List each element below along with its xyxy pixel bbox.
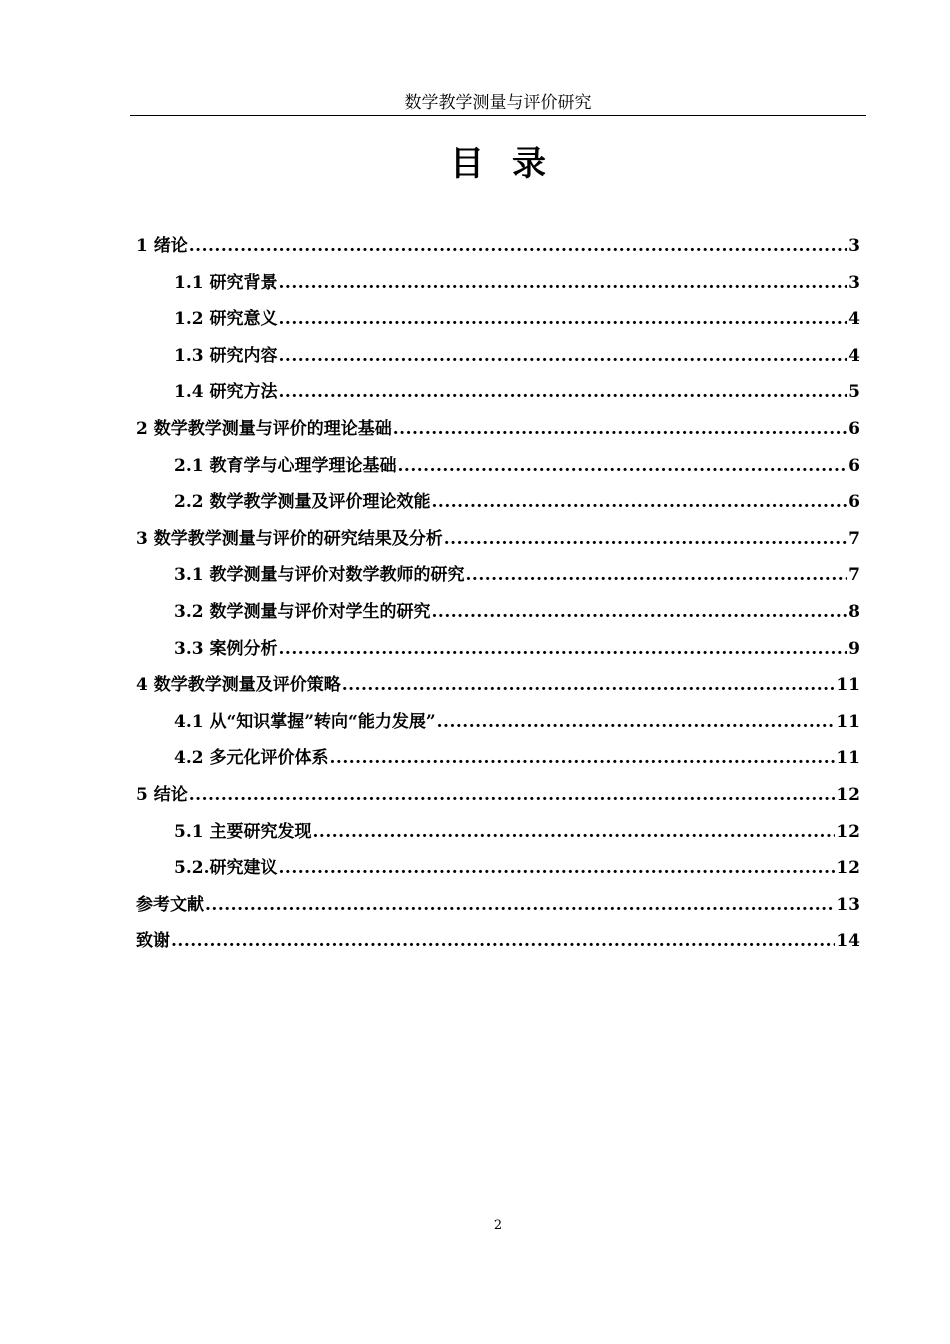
toc-leader-dots: [205, 887, 835, 924]
toc-entry[interactable]: [136, 448, 860, 485]
toc-entry[interactable]: [136, 557, 860, 594]
toc-entry-page: 3: [848, 236, 860, 256]
page-number: 2: [493, 1218, 503, 1233]
toc-entry-page: 13: [836, 894, 860, 915]
toc-list: [136, 228, 860, 960]
toc-entry[interactable]: [136, 228, 860, 265]
toc-leader-dots: [437, 704, 836, 741]
toc-entry-page: 12: [836, 858, 860, 879]
toc-entry[interactable]: [136, 411, 860, 448]
toc-entry[interactable]: [136, 704, 860, 741]
toc-entry-label: 5.2.研究建议: [174, 858, 278, 879]
toc-entry[interactable]: [136, 631, 860, 668]
toc-leader-dots: [432, 484, 848, 521]
toc-entry-label: 5 结论: [136, 784, 188, 805]
toc-entry[interactable]: [136, 850, 860, 887]
toc-leader-dots: [393, 411, 847, 448]
toc-entry-page: 12: [836, 784, 860, 805]
toc-leader-dots: [279, 631, 848, 668]
toc-entry-page: 4: [848, 309, 860, 330]
toc-leader-dots: [279, 850, 836, 887]
toc-entry[interactable]: [136, 887, 860, 924]
toc-entry-page: 8: [848, 601, 860, 622]
toc-leader-dots: [313, 814, 836, 851]
toc-leader-dots: [279, 265, 848, 302]
toc-leader-dots: [444, 521, 847, 558]
toc-entry-label: 2.1 教育学与心理学理论基础: [174, 455, 397, 476]
toc-entry-label: 3.2 数学测量与评价对学生的研究: [174, 601, 431, 622]
toc-title: 目录: [450, 144, 574, 184]
toc-entry-label: 2 数学教学测量与评价的理论基础: [136, 418, 392, 439]
toc-entry[interactable]: [136, 923, 860, 960]
toc-leader-dots: [432, 594, 848, 631]
toc-entry-label: 1.4 研究方法: [174, 382, 278, 403]
toc-entry[interactable]: [136, 521, 860, 558]
toc-leader-dots: [279, 301, 848, 338]
toc-entry-page: 5: [848, 382, 860, 403]
toc-entry[interactable]: [136, 265, 860, 302]
toc-entry[interactable]: [136, 301, 860, 338]
toc-leader-dots: [330, 740, 836, 777]
toc-leader-dots: [189, 777, 836, 814]
toc-entry-label: 1 绪论: [136, 236, 188, 256]
toc-entry[interactable]: [136, 777, 860, 814]
toc-leader-dots: [398, 448, 848, 485]
toc-entry-page: 14: [836, 931, 860, 952]
header-rule: [130, 115, 866, 116]
toc-entry-label: 致谢: [136, 931, 170, 952]
toc-entry[interactable]: [136, 484, 860, 521]
toc-entry-label: 4.1 从“知识掌握”转向“能力发展”: [174, 711, 436, 732]
toc-entry-page: 12: [836, 821, 860, 842]
toc-leader-dots: [466, 557, 848, 594]
toc-entry-page: 11: [836, 748, 860, 769]
toc-entry[interactable]: [136, 594, 860, 631]
toc-leader-dots: [189, 228, 847, 265]
toc-entry-label: 1.3 研究内容: [174, 345, 278, 366]
toc-entry-page: 11: [836, 675, 860, 696]
toc-entry-page: 6: [848, 418, 860, 439]
toc-entry-page: 4: [848, 345, 860, 366]
toc-entry-page: 9: [848, 638, 860, 659]
toc-leader-dots: [279, 374, 848, 411]
toc-entry-page: 11: [836, 711, 860, 732]
toc-entry-label: 2.2 数学教学测量及评价理论效能: [174, 492, 431, 513]
toc-entry-label: 3 数学教学测量与评价的研究结果及分析: [136, 528, 443, 549]
toc-entry[interactable]: [136, 374, 860, 411]
toc-entry[interactable]: [136, 740, 860, 777]
toc-entry-label: 4 数学教学测量及评价策略: [136, 675, 341, 696]
toc-entry-page: 6: [848, 492, 860, 513]
toc-entry-page: 3: [848, 272, 860, 293]
toc-entry-page: 7: [848, 565, 860, 586]
toc-entry-label: 4.2 多元化评价体系: [174, 748, 329, 769]
toc-entry-label: 参考文献: [136, 894, 204, 915]
toc-entry[interactable]: [136, 814, 860, 851]
toc-entry-label: 1.1 研究背景: [174, 272, 278, 293]
toc-leader-dots: [171, 923, 835, 960]
toc-entry-label: 3.1 教学测量与评价对数学教师的研究: [174, 565, 465, 586]
toc-entry[interactable]: [136, 338, 860, 375]
toc-entry-page: 6: [848, 455, 860, 476]
toc-leader-dots: [342, 667, 836, 704]
toc-entry-label: 5.1 主要研究发现: [174, 821, 312, 842]
toc-entry[interactable]: [136, 667, 860, 704]
toc-leader-dots: [279, 338, 848, 375]
toc-entry-label: 3.3 案例分析: [174, 638, 278, 659]
running-header: 数学教学测量与评价研究: [404, 93, 592, 113]
toc-entry-label: 1.2 研究意义: [174, 309, 278, 330]
toc-entry-page: 7: [848, 528, 860, 549]
